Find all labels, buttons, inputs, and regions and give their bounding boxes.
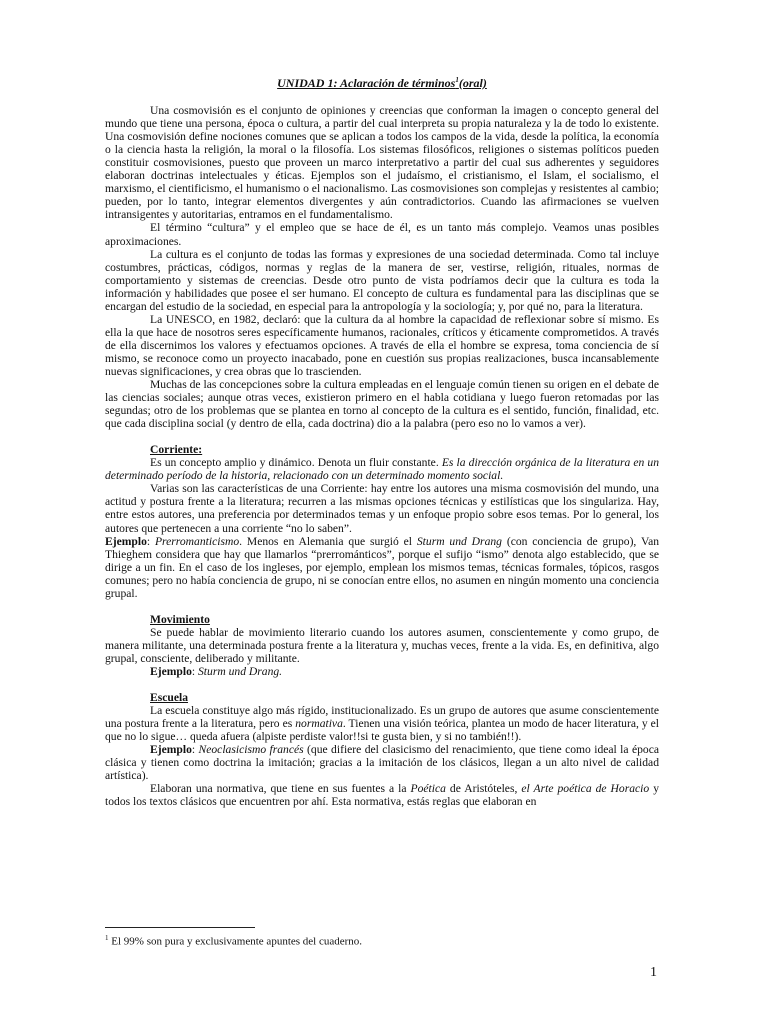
corriente-def-italic: Es la dirección orgánica de la literatura en un determinado período de la historia, relacionado con un determinado momento social. — [105, 456, 659, 483]
example-label: Ejemplo — [150, 664, 192, 678]
footnote-divider — [105, 927, 255, 928]
footnote — [105, 932, 362, 949]
escuela-text: La escuela constituye algo más rígido, institucionalizado. Es un grupo de autores que asume conscientemente una postura frente a la literatura, pero es — [105, 704, 659, 731]
escuela-example — [105, 743, 659, 782]
movimiento-heading: Movimiento — [150, 612, 210, 626]
escuela-paragraph — [105, 704, 659, 743]
escuela-text: Elaboran una normativa, que tiene en sus fuentes a la — [150, 782, 411, 796]
example-text: (con conciencia de grupo), Van Thieghem considera que hay que llamarlos “prerrománticos”, porque el sufijo “ismo” denota algo establecido, que se dirige a un fin. En el caso de los ingleses, por ejemplo, emplean los mismos temas, técnicas formales, tópicos, rasgos comunes; pero no había conciencia de grupo, ni se conocían entre ellos, no asumen en ningún momento una conciencia grupal. — [105, 534, 660, 600]
example-sep: : — [191, 743, 199, 757]
escuela-italic: Poética — [410, 782, 446, 796]
corriente-def-text: Es un concepto amplio y dinámico. Denota un fluir constante. — [150, 456, 442, 470]
example-term: Sturm und Drang. — [198, 664, 283, 678]
movimiento-paragraph: Se puede hablar de movimiento literario cuando los autores asumen, conscientemente y como grupo, de manera militante, una determinada postura frente a la literatura y, muchas veces, frente a la vida. Es, en definitiva, algo grupal, consciente, deliberado y militante. — [105, 625, 659, 665]
intro-paragraph-cosmovision: Una cosmovisión es el conjunto de opiniones y creencias que conforman la imagen o concepto general del mundo que tiene una persona, época o cultura, a partir del cual interpreta su propia naturaleza y la de todo lo existente. Una cosmovisión define nociones comunes que se aplican a todos los campos de la vida, desde la política, la economía o la ciencia hasta la religión, la moral o la filosofía. Los sistemas filosóficos, religiones o sistemas políticos pueden constituir cosmovisiones, puesto que proveen un marco interpretativo a partir del cual sus adherentes y seguidores elaboran doctrinas intelectuales y éticas. Ejemplos son el judaísmo, el cristianismo, el Islam, el socialismo, el marxismo, el cientificismo, el humanismo o el nacionalismo. Las cosmovisiones son complejas y resistentes al cambio; pueden, por lo tanto, integrar elementos divergentes y aún contradictorios. Cuando las afirmaciones se vuelven intransigentes y autoritarias, entramos en el fundamentalismo. — [105, 104, 659, 222]
intro-paragraph-cultura-term: El término “cultura” y el empleo que se hace de él, es un tanto más complejo. Veamos unas posibles aproximaciones. — [105, 221, 659, 248]
example-term: Sturm und Drang — [416, 534, 502, 548]
escuela-heading: Escuela — [150, 691, 189, 705]
example-text: . Menos en Alemania que surgió el — [239, 534, 417, 548]
escuela-italic: normativa — [295, 717, 343, 731]
corriente-heading: Corriente: — [150, 443, 203, 457]
escuela-text: . Tienen una visión teórica, plantea un modo de hacer literatura, y el que no lo sigue… queda afuera (alpiste perdiste valor!!si te gusta bien, y si no también!!). — [105, 717, 659, 744]
example-term: Prerromanticismo — [154, 534, 240, 548]
section-heading-corriente — [105, 443, 659, 456]
page-body — [105, 77, 659, 808]
page-title — [105, 77, 659, 90]
section-heading-escuela — [105, 691, 659, 704]
corriente-example — [105, 535, 659, 600]
title-text: UNIDAD 1: Aclaración de términos — [277, 76, 456, 90]
example-sep: : — [146, 534, 155, 548]
intro-paragraph-concepciones: Muchas de las concepciones sobre la cultura empleadas en el lenguaje común tienen su origen en el debate de las ciencias sociales; aunque otras veces, existieron primero en el habla cotidiana y luego fueron retomadas por las segundas; otro de los problemas que se plantea en torno al concepto de la cultura es el sentido, función, finalidad, etc. que cada disciplina social (y dentro de ella, cada doctrina) dio a la palabra (pero eso no lo vamos a ver). — [105, 378, 659, 431]
example-term: Neoclasicismo francés — [198, 743, 304, 757]
corriente-paragraph-definition — [105, 456, 659, 482]
movimiento-example — [105, 665, 659, 678]
escuela-paragraph-normativa — [105, 782, 659, 808]
title-tail: (oral) — [458, 76, 487, 90]
intro-paragraph-cultura-def: La cultura es el conjunto de todas las formas y expresiones de una sociedad determinada. Como tal incluye costumbres, prácticas, códigos, normas y reglas de la manera de ser, vestirse, religión, rituales, normas de comportamiento y sistemas de creencias. Desde otro punto de vista podríamos decir que la cultura es toda la información y habilidades que posee el ser humano. El concepto de cultura es fundamental para las disciplinas que se encargan del estudio de la sociedad, en especial para la antropología y la sociología; y, por qué no, para la literatura. — [105, 247, 659, 313]
escuela-italic: el Arte poética de Horacio — [521, 782, 650, 796]
footnote-text: El 99% son pura y exclusivamente apuntes del cuaderno. — [108, 935, 363, 948]
intro-paragraph-unesco: La UNESCO, en 1982, declaró: que la cultura da al hombre la capacidad de reflexionar sobre sí mismo. Es ella la que hace de nosotros seres específicamente humanos, racionales, críticos y éticamente comprometidos. A través de ella discernimos los valores y efectuamos opciones. A través de ella el hombre se expresa, toma conciencia de sí mismo, se reconoce como un proyecto inacabado, pone en cuestión sus propias realizaciones, busca incansablemente nuevas significaciones, y crea obras que lo trascienden. — [105, 312, 659, 378]
footnote-ref: 1 — [455, 76, 459, 84]
escuela-text: y todos los textos clásicos que encuentren por ahí. Esta normativa, estás reglas que elaboran en — [105, 782, 659, 809]
corriente-paragraph-features: Varias son las características de una Corriente: hay entre los autores una misma cosmovisión del mundo, una actitud y postura frente a la literatura; recurren a las mismas opciones técnicas y estilísticas que los singulariza. Hay, entre estos autores, una preferencia por determinados temas y un enfoque propio sobre esos temas. Por lo general, los autores que pertenecen a una corriente “no lo saben”. — [105, 482, 659, 535]
page-number: 1 — [650, 965, 657, 980]
section-heading-movimiento — [105, 613, 659, 626]
escuela-text: de Aristóteles, — [445, 782, 522, 796]
example-label: Ejemplo — [105, 534, 147, 548]
footnote-marker: 1 — [105, 934, 109, 942]
example-text: (que difiere del clasicismo del renacimiento, que tiene como ideal la época clásica y tienen como doctrina la imitación; gracias a la imitación de los clásicos, llegan a un alto nivel de calidad artística). — [105, 743, 659, 783]
example-sep: : — [191, 664, 198, 678]
example-label: Ejemplo — [150, 743, 192, 757]
